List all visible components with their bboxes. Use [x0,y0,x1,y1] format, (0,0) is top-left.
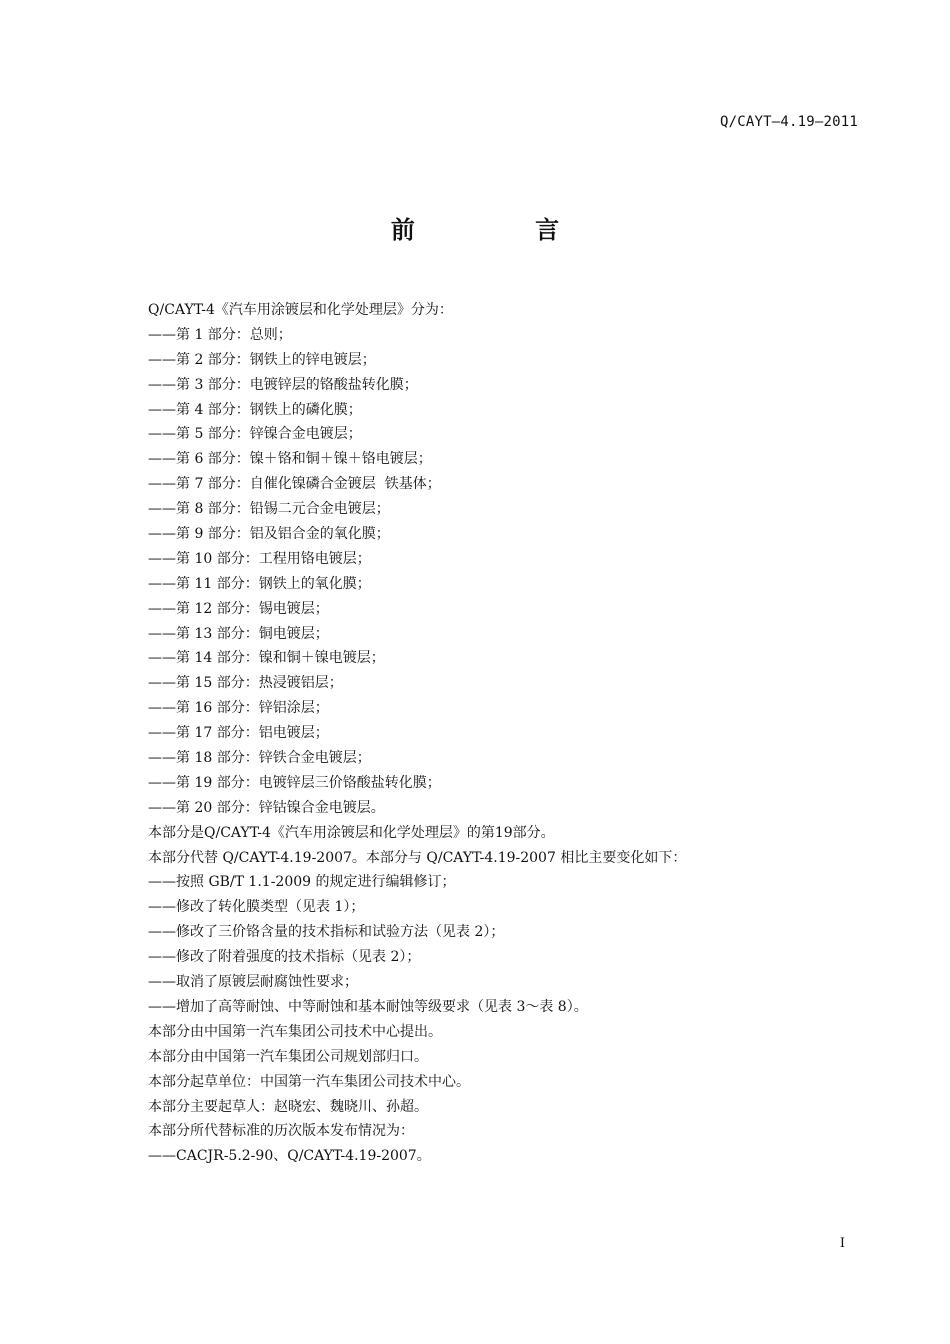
list-item: ——按照 GB/T 1.1-2009 的规定进行编辑修订； [148,874,456,891]
list-item: ——第 18 部分：锌铁合金电镀层； [148,750,371,767]
list-item: ——取消了原镀层耐腐蚀性要求； [148,974,358,991]
text-line: Q/CAYT-4《汽车用涂镀层和化学处理层》分为： [148,302,453,318]
list-item: ——第 13 部分：铜电镀层； [148,625,329,642]
list-item: ——增加了高等耐蚀、中等耐蚀和基本耐蚀等级要求（见表 3～表 8）。 [148,998,588,1015]
list-item: ——第 12 部分：锡电镀层； [148,600,329,617]
list-item: ——第 11 部分：钢铁上的氧化膜； [148,575,371,592]
list-item: ——第 2 部分：钢铁上的锌电镀层； [148,351,376,368]
list-item: ——修改了转化膜类型（见表 1）； [148,899,365,916]
list-item: ——第 6 部分：镍＋铬和铜＋镍＋铬电镀层； [148,451,432,468]
page-number: I [839,1236,845,1251]
list-item: ——第 9 部分：铝及铝合金的氧化膜； [148,526,390,543]
list-item: ——第 19 部分：电镀锌层三价铬酸盐转化膜； [148,774,441,791]
text-line: 本部分由中国第一汽车集团公司技术中心提出。 [148,1023,442,1040]
list-item: ——第 7 部分：自催化镍磷合金镀层 铁基体； [148,476,441,493]
text-line: 本部分代替 Q/CAYT-4.19-2007。本部分与 Q/CAYT-4.19-2007 相比主要变化如下： [148,849,687,866]
list-item: ——第 3 部分：电镀锌层的铬酸盐转化膜； [148,376,418,393]
list-item: ——第 8 部分：铅锡二元合金电镀层； [148,501,390,518]
list-item: ——第 14 部分：镍和铜＋镍电镀层； [148,650,385,667]
text-line: 本部分主要起草人：赵晓宏、魏晓川、孙超。 [148,1098,428,1115]
list-item: ——第 5 部分：锌镍合金电镀层； [148,426,362,443]
list-item: ——第 16 部分：锌铝涂层； [148,700,329,717]
list-item: ——第 4 部分：钢铁上的磷化膜； [148,401,362,418]
page-title: 前 言 [390,215,616,244]
list-item: ——第 1 部分：总则； [148,326,292,343]
list-item: ——第 20 部分：锌钴镍合金电镀层。 [148,799,385,816]
foreword-body [148,298,868,1169]
text-line: 本部分起草单位：中国第一汽车集团公司技术中心。 [148,1073,470,1090]
text-line: 本部分由中国第一汽车集团公司规划部归口。 [148,1048,428,1065]
document-code: Q/CAYT—4.19—2011 [719,114,858,130]
text-line: 本部分是Q/CAYT-4《汽车用涂镀层和化学处理层》的第19部分。 [148,824,555,841]
list-item: ——第 17 部分：铝电镀层； [148,725,329,742]
list-item: ——CACJR-5.2-90、Q/CAYT-4.19-2007。 [148,1148,431,1165]
text-line: 本部分所代替标准的历次版本发布情况为： [148,1123,414,1140]
list-item: ——修改了附着强度的技术指标（见表 2）； [148,949,421,966]
list-item: ——第 10 部分：工程用铬电镀层； [148,550,371,567]
list-item: ——修改了三价铬含量的技术指标和试验方法（见表 2）； [148,924,505,941]
list-item: ——第 15 部分：热浸镀铝层； [148,675,343,692]
